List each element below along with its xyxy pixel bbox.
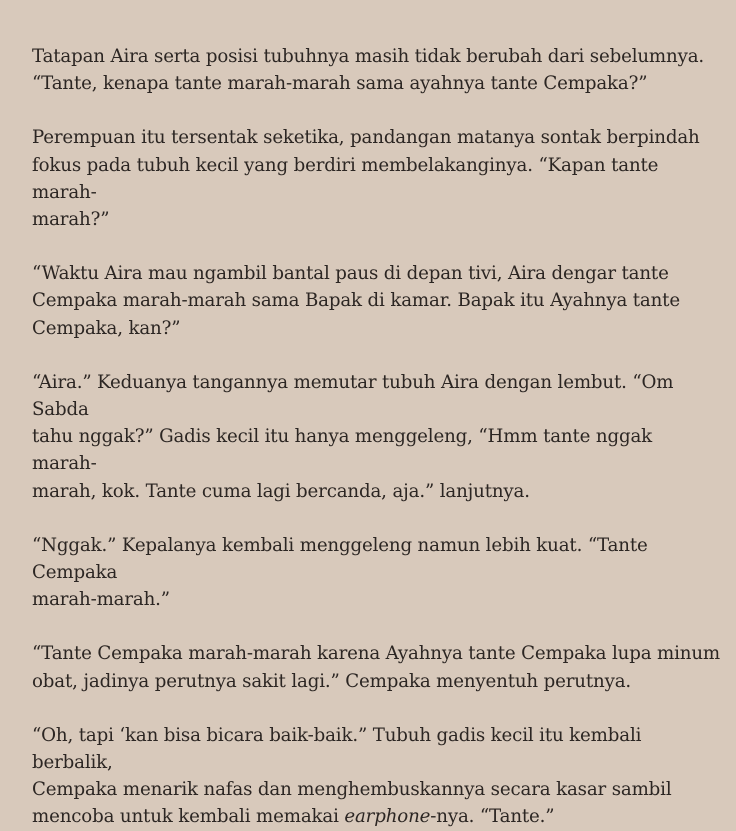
paragraph-7-text-end: -nya. “Tante.” bbox=[430, 806, 555, 828]
paragraph-7-text-start: “Oh, tapi ‘kan bisa bicara baik-baik.” Tubuh gadis kecil itu kembali berbalik, Cempaka menarik nafas dan menghembuskannya secara kasar sambil mencoba untuk kembali memakai bbox=[32, 724, 672, 828]
paragraph-4: “Aira.” Keduanya tangannya memutar tubuh Aira dengan lembut. “Om Sabda tahu nggak?” Gadis kecil itu hanya menggeleng, “Hmm tante nggak marah- marah, kok. Tante cuma lagi bercanda, aja.” lanjutnya. bbox=[32, 371, 674, 502]
paragraph-6: “Tante Cempaka marah-marah karena Ayahnya tante Cempaka lupa minum obat, jadinya perutnya sakit lagi.” Cempaka menyentuh perutnya. bbox=[32, 643, 720, 692]
paragraph-7 bbox=[32, 722, 722, 831]
paragraph-3: “Waktu Aira mau ngambil bantal paus di depan tivi, Aira dengar tante Cempaka marah-marah sama Bapak di kamar. Bapak itu Ayahnya tante Cempaka, kan?” bbox=[32, 263, 680, 339]
paragraph-2: Perempuan itu tersentak seketika, pandangan matanya sontak berpindah fokus pada tubuh kecil yang berdiri membelakanginya. “Kapan tante marah- marah?” bbox=[32, 127, 700, 231]
paragraph-7-italic-word: earphone bbox=[344, 806, 431, 828]
story-text bbox=[32, 43, 722, 831]
paragraph-5: “Nggak.” Kepalanya kembali menggeleng namun lebih kuat. “Tante Cempaka marah-marah.” bbox=[32, 534, 648, 611]
paragraph-1: Tatapan Aira serta posisi tubuhnya masih tidak berubah dari sebelumnya. “Tante, kenapa tante marah-marah sama ayahnya tante Cempaka?” bbox=[32, 46, 705, 95]
